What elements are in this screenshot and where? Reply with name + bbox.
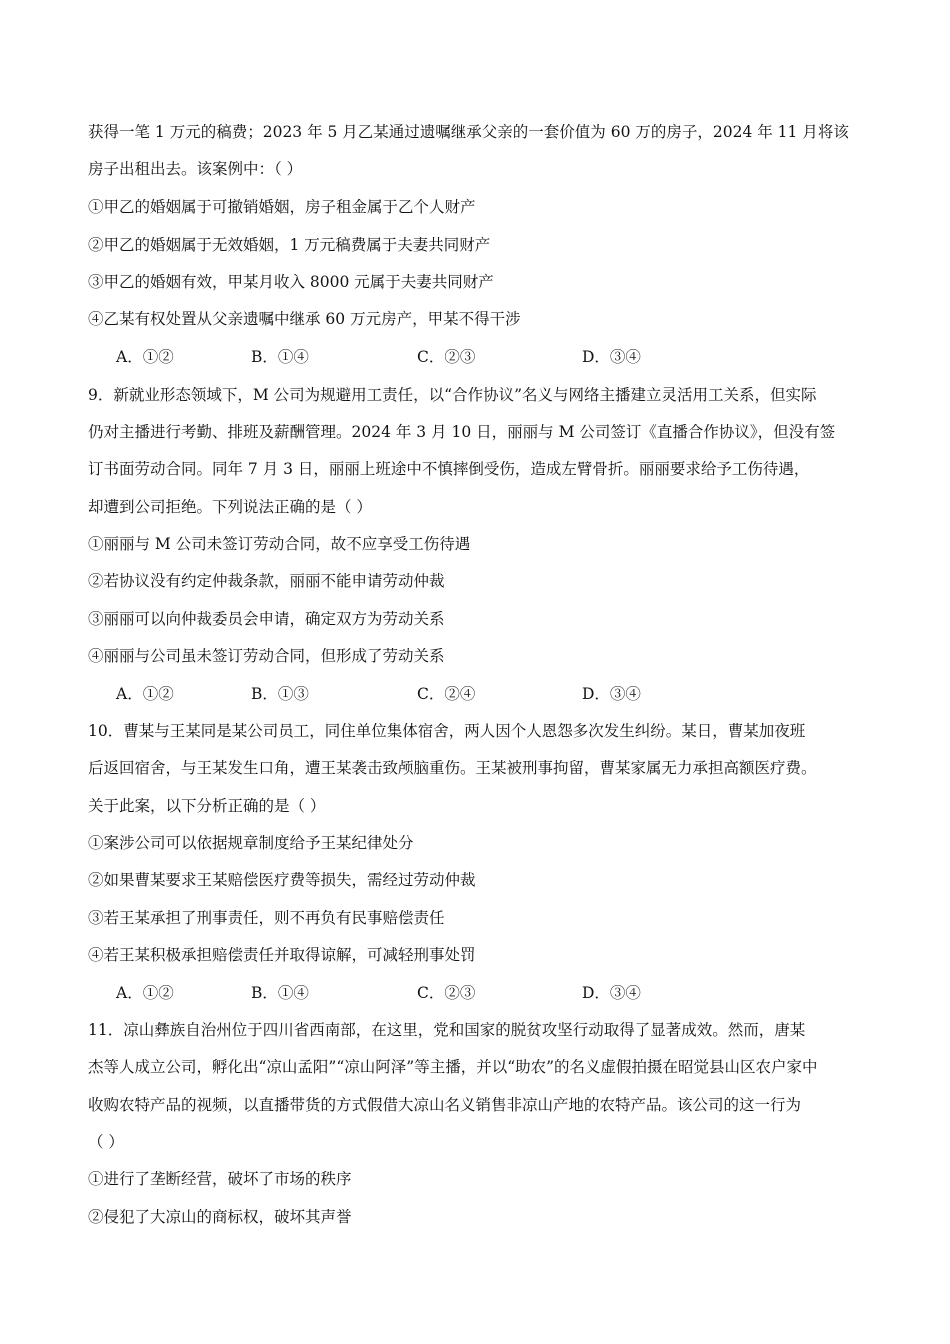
q9-statement-3: ③丽丽可以向仲裁委员会申请，确定双方为劳动关系 — [88, 610, 445, 628]
q8-option-b[interactable]: B．①④ — [251, 348, 309, 366]
q11-stem-line: （ ） — [88, 1133, 124, 1151]
q9-stem-line: 却遭到公司拒绝。下列说法正确的是（ ） — [88, 498, 372, 516]
q9-option-c[interactable]: C．②④ — [417, 685, 476, 703]
q8-option-a[interactable]: A．①② — [116, 348, 174, 366]
q11-stem-line: 收购农特产品的视频，以直播带货的方式假借大凉山名义销售非凉山产地的农特产品。该公司的这一行为 — [88, 1096, 802, 1114]
q8-statement-4: ④乙某有权处置从父亲遗嘱中继承 60 万元房产，甲某不得干涉 — [88, 310, 521, 328]
q10-stem-line: 10．曹某与王某同是某公司员工，同住单位集体宿舍，两人因个人恩怨多次发生纠纷。某日，曹某加夜班 — [88, 722, 806, 740]
q8-statement-3: ③甲乙的婚姻有效，甲某月收入 8000 元属于夫妻共同财产 — [88, 273, 494, 291]
q11-statement-1: ①进行了垄断经营，破坏了市场的秩序 — [88, 1170, 352, 1188]
q9-stem-line: 仍对主播进行考勤、排班及薪酬管理。2024 年 3 月 10 日，丽丽与 M 公司签订《直播合作协议》，但没有签 — [88, 423, 836, 441]
q9-options — [0, 684, 950, 704]
q10-statement-1: ①案涉公司可以依据规章制度给予王某纪律处分 — [88, 834, 414, 852]
q10-statement-4: ④若王某积极承担赔偿责任并取得谅解，可减轻刑事处罚 — [88, 946, 476, 964]
q9-stem-line: 9．新就业形态领域下，M 公司为规避用工责任，以“合作协议”名义与网络主播建立灵活用工关系，但实际 — [88, 386, 817, 404]
q8-stem-line: 房子出租出去。该案例中：（ ） — [88, 160, 303, 178]
q9-option-b[interactable]: B．①③ — [251, 685, 309, 703]
q9-stem-line: 订书面劳动合同。同年 7 月 3 日，丽丽上班途中不慎摔倒受伤，造成左臂骨折。丽丽要求给予工伤待遇， — [88, 460, 810, 478]
q8-stem-line: 获得一笔 1 万元的稿费；2023 年 5 月乙某通过遗嘱继承父亲的一套价值为 60 万的房子，2024 年 11 月将该 — [88, 123, 849, 141]
q10-stem-line: 后返回宿舍，与王某发生口角，遭王某袭击致颅脑重伤。王某被刑事拘留，曹某家属无力承担高额医疗费。 — [88, 759, 817, 777]
q10-stem-line: 关于此案，以下分析正确的是（ ） — [88, 797, 326, 815]
q8-statement-2: ②甲乙的婚姻属于无效婚姻，1 万元稿费属于夫妻共同财产 — [88, 236, 491, 254]
q10-statement-2: ②如果曹某要求王某赔偿医疗费等损失，需经过劳动仲裁 — [88, 871, 476, 889]
q10-statement-3: ③若王某承担了刑事责任，则不再负有民事赔偿责任 — [88, 909, 445, 927]
q10-options — [0, 983, 950, 1003]
q10-option-d[interactable]: D．③④ — [582, 984, 641, 1002]
q8-statement-1: ①甲乙的婚姻属于可撤销婚姻，房子租金属于乙个人财产 — [88, 198, 476, 216]
q10-option-a[interactable]: A．①② — [116, 984, 174, 1002]
q11-stem-line: 11．凉山彝族自治州位于四川省西南部，在这里，党和国家的脱贫攻坚行动取得了显著成效。然而，唐某 — [88, 1021, 806, 1039]
q9-option-a[interactable]: A．①② — [116, 685, 174, 703]
q8-option-d[interactable]: D．③④ — [582, 348, 641, 366]
q10-option-b[interactable]: B．①④ — [251, 984, 309, 1002]
q11-stem-line: 杰等人成立公司，孵化出“凉山孟阳”“凉山阿泽”等主播，并以“助农”的名义虚假拍摄在昭觉县山区农户家中 — [88, 1058, 818, 1076]
q9-statement-4: ④丽丽与公司虽未签订劳动合同，但形成了劳动关系 — [88, 647, 445, 665]
q9-statement-2: ②若协议没有约定仲裁条款，丽丽不能申请劳动仲裁 — [88, 572, 445, 590]
q9-option-d[interactable]: D．③④ — [582, 685, 641, 703]
q11-statement-2: ②侵犯了大凉山的商标权，破坏其声誉 — [88, 1208, 352, 1226]
q9-statement-1: ①丽丽与 M 公司未签订劳动合同，故不应享受工伤待遇 — [88, 535, 471, 553]
q8-option-c[interactable]: C．②③ — [417, 348, 476, 366]
q10-option-c[interactable]: C．②③ — [417, 984, 476, 1002]
q8-options — [0, 347, 950, 367]
